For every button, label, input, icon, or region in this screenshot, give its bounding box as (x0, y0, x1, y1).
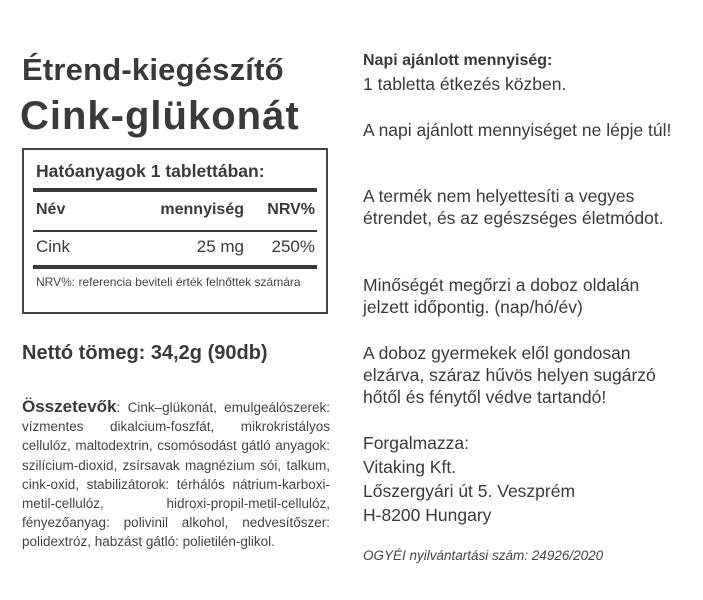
dosage-value: 1 tabletta étkezés közben. (363, 74, 567, 94)
warning-diet: A termék nem helyettesíti a vegyes étrendet, és az egészséges életmódot. (363, 186, 664, 228)
cell-nrv: 250% (271, 237, 315, 256)
storage-instructions: A doboz gyermekek elől gondosan elzárva, száraz hűvös helyen sugárzó hőtől és fénytől védve tartandó! (363, 343, 656, 407)
table-divider-thin (33, 230, 317, 232)
product-category-title: Étrend-kiegészítő (22, 52, 284, 87)
column-header-nrv: NRV% (267, 201, 315, 218)
ingredients-label: Összetevők (22, 397, 117, 416)
column-header-amount: mennyiség (160, 201, 244, 218)
distributor-country: H-8200 Hungary (363, 505, 492, 525)
net-weight: Nettó tömeg: 34,2g (90db) (22, 342, 268, 364)
cell-amount: 25 mg (196, 237, 244, 256)
distributor-address: Lőszergyári út 5. Veszprém (363, 481, 576, 501)
product-name-title: Cink-glükonát (20, 94, 300, 138)
ingredients-text (22, 397, 330, 552)
best-before: Minőségét megőrzi a doboz oldalán jelzett időpontig. (nap/hó/év) (363, 275, 640, 317)
nutrition-table (22, 148, 328, 314)
nrv-footnote: NRV%: referencia beviteli érték felnőttek számára (36, 275, 301, 289)
table-divider-thick (33, 188, 317, 192)
nutrition-table-title: Hatóanyagok 1 tablettában: (36, 161, 265, 181)
cell-name: Cink (36, 237, 71, 256)
distributor-label: Forgalmazza: (363, 433, 470, 453)
warning-dose: A napi ajánlott mennyiséget ne lépje túl! (363, 120, 672, 140)
column-header-name: Név (36, 201, 66, 218)
dosage-label: Napi ajánlott mennyiség: (363, 52, 553, 69)
registration-number: OGYÉI nyilvántartási szám: 24926/2020 (363, 548, 604, 563)
distributor-name: Vitaking Kft. (363, 457, 457, 477)
ingredients-list: : Cink–glükonát, emulgeálószerek: vízmentes dikalcium-foszfát, mikrokristályos cellulóz, maltodextrin, csomósodást gátló anyagok: szilícium-dioxid, zsírsavak magnézium sói, talkum, cink-oxid, stabilizátorok: térhálós nátrium-karboxi-metil-cellulóz, hidroxi-propil-metil-cellulóz, fényezőanyag: polivinil alkohol, nedvesítőszer: polidextróz, habzást gátló: polietilén-glikol. (22, 400, 330, 550)
table-divider-thick-bottom (33, 265, 317, 269)
